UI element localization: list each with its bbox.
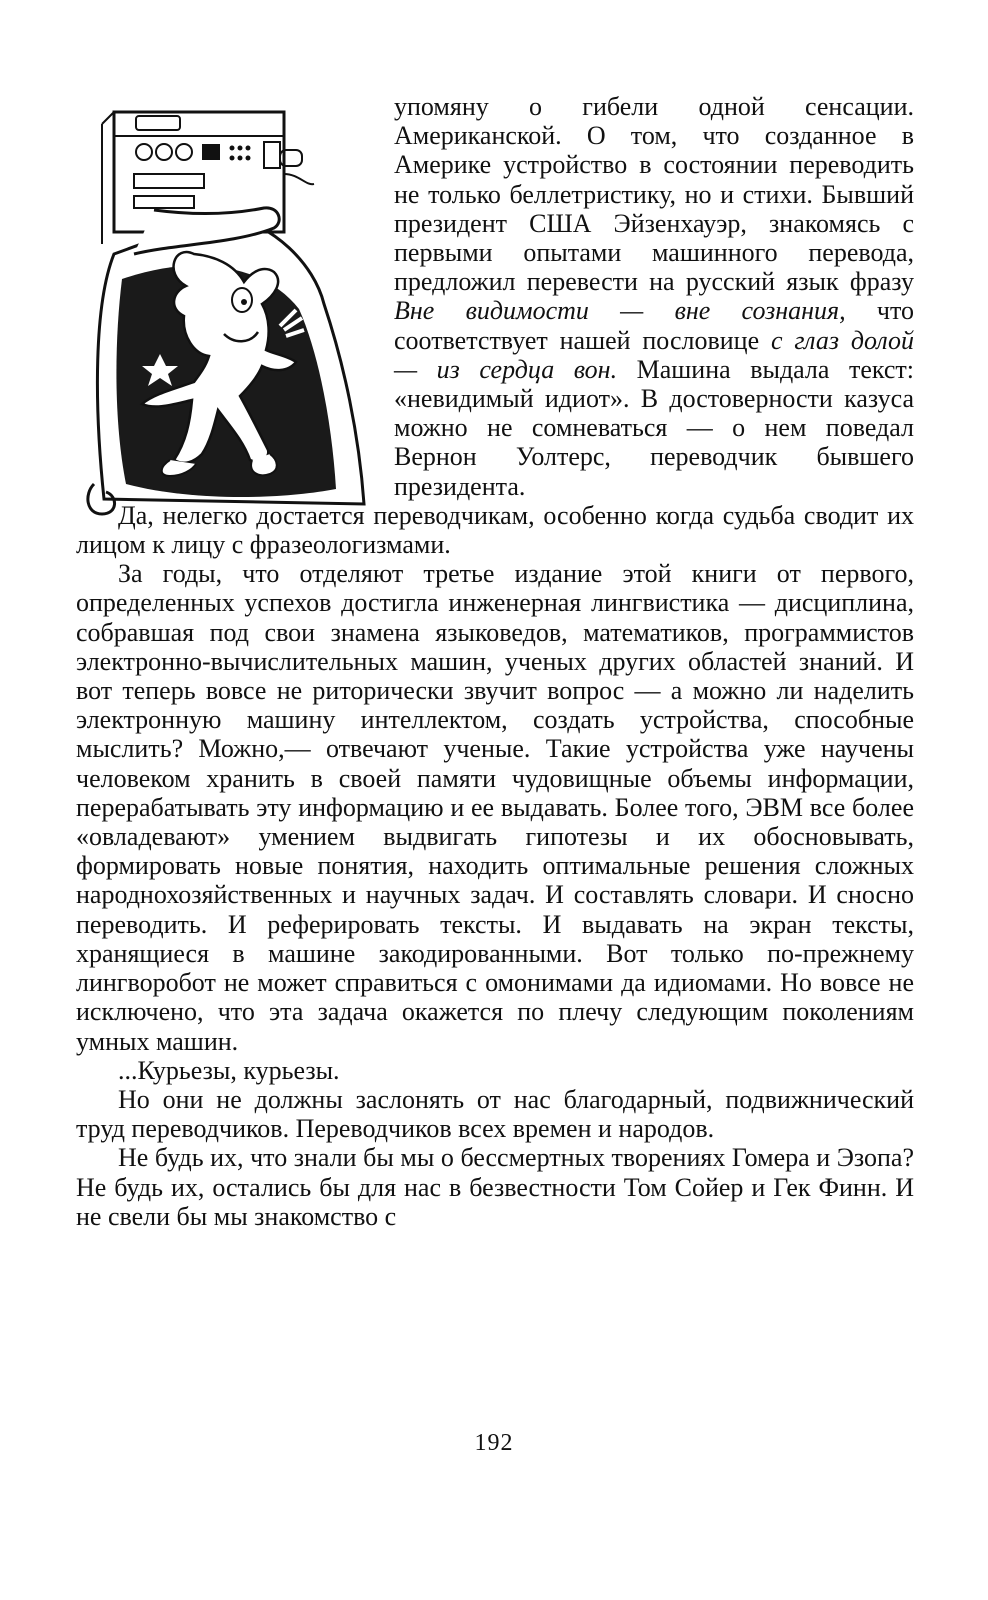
text-segment: что соответствует нашей пословице	[394, 296, 914, 355]
text-segment: упомяну о гибели одной сенсации. Американской. О том, что созданное в Америке устройство в состоянии переводить не только беллетристику, но и стихи. Бывший президент США Эйзенхауэр, знакомясь с первыми опытами машинного перевода, предложил перевести на русский язык фразу	[394, 92, 914, 297]
paragraph: Не будь их, что знали бы мы о бессмертных творениях Гомера и Эзопа? Не будь их, остались бы для нас в безвестности Том Сойер и Гек Финн. И не свели бы мы знакомство с	[76, 1143, 914, 1231]
paragraph: Но они не должны заслонять от нас благодарный, подвижнический труд переводчиков. Переводчиков всех времен и народов.	[76, 1084, 914, 1144]
paragraph: Да, нелегко достается переводчикам, особенно когда судьба сводит их лицом к лицу с фразеологизмами.	[76, 500, 914, 560]
body-text	[76, 92, 914, 1231]
italic-phrase-english: Вне видимости — вне сознания,	[394, 296, 846, 326]
page-number: 192	[474, 1430, 514, 1456]
paragraph: За годы, что отделяют третье издание этой книги от первого, определенных успехов достигла инженерная лингвистика — дисциплина, собравшая под свои знамена языковедов, математиков, программистов электронно-вычислительных машин, ученых других областей знаний. И вот теперь вовсе не риторически звучит вопрос — а можно ли наделить электронную машину интеллектом, создать устройства, способные мыслить? Можно,— отвечают ученые. Такие устройства уже научены человеком хранить в своей памяти чудовищные объемы информации, перерабатывать эту информацию и ее выдавать. Более того, ЭВМ все более «овладевают» умением выдвигать гипотезы и их обосновывать, формировать новые понятия, находить оптимальные решения сложных народнохозяйственных и научных задач. И составлять словари. И сносно переводить. И реферировать тексты. И выдавать на экран тексты, хранящиеся в машине закодированными. Вот только по-прежнему лингворобот не может справиться с омонимами да идиомами. Но вовсе не исключено, что эта задача окажется по плечу следующим поколениям умных машин.	[76, 559, 914, 1056]
text-segment: Машина выдала текст: «невидимый идиот». В достоверности казуса можно не сомневаться — о нем поведал Вернон Уолтерс, переводчик бывшего президента.	[394, 354, 914, 501]
text-beside-illustration	[394, 92, 914, 501]
paragraph-eisenhower	[394, 92, 914, 501]
italic-phrase-russian: с глаз долой — из сердца вон.	[394, 325, 914, 384]
paragraph: ...Курьезы, курьезы.	[118, 1055, 340, 1085]
